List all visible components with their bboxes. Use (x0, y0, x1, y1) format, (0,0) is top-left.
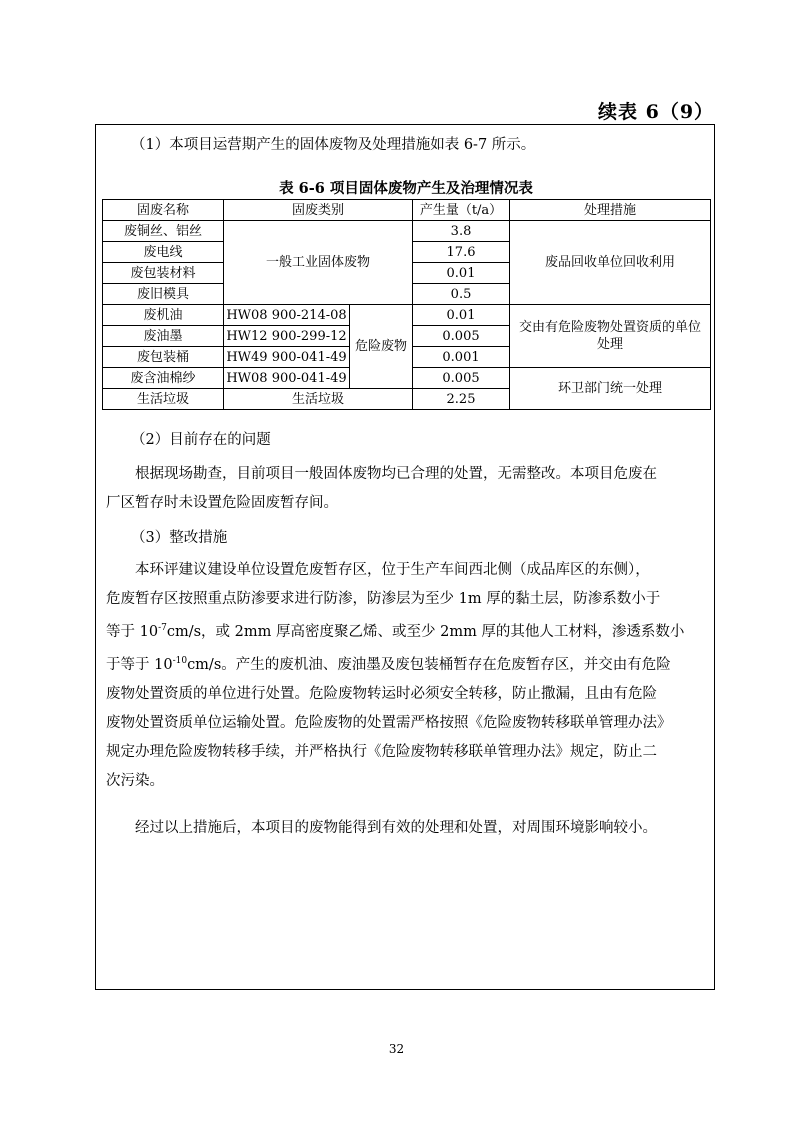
waste-code: HW08 900-214-08 (224, 305, 350, 326)
body-line (106, 614, 706, 647)
header-category: 固废类别 (224, 200, 413, 221)
table-row (103, 305, 711, 326)
body-line (106, 647, 706, 680)
body-line: 厂区暂存时未设置危险固废暂存间。 (106, 495, 338, 511)
section3-heading: （3）整改措施 (131, 530, 228, 546)
continued-table-title: 续表 6（9） (598, 101, 715, 123)
body-line: 危废暂存区按照重点防渗要求进行防渗，防渗层为至少 1m 厚的黏土层，防渗系数小于 (106, 591, 661, 607)
section2-heading: （2）目前存在的问题 (131, 432, 271, 448)
body-line: 废物处置资质单位运输处置。危险废物的处置需严格按照《危险废物转移联单管理办法》 (106, 714, 672, 731)
waste-name: 废油墨 (103, 326, 224, 347)
body-line: 经过以上措施后，本项目的废物能得到有效的处理和处置，对周围环境影响较小。 (135, 820, 657, 836)
header-measure: 处理措施 (510, 200, 711, 221)
general-category: 一般工业固体废物 (224, 221, 413, 305)
body-line: 根据现场勘查，目前项目一般固体废物均已合理的处置，无需整改。本项目危废在 (135, 466, 657, 482)
waste-name: 废铜丝、铝丝 (103, 221, 224, 242)
waste-amount: 3.8 (413, 221, 510, 242)
body-line: 本环评建议建设单位设置危废暂存区，位于生产车间西北侧（成品库区的东侧）， (135, 562, 650, 578)
exponent: -7 (158, 623, 167, 633)
waste-name: 废含油棉纱 (103, 368, 224, 389)
waste-amount: 0.01 (413, 305, 510, 326)
waste-name: 生活垃圾 (103, 389, 224, 410)
text-segment: 于等于 10 (106, 656, 173, 673)
waste-code: HW49 900-041-49 (224, 347, 350, 368)
section3-body (106, 556, 706, 796)
text-segment: cm/s，或 2mm 厚高密度聚乙烯、或至少 2mm 厚的其他人工材料，渗透系数小 (166, 623, 685, 640)
waste-name: 废电线 (103, 242, 224, 263)
text-segment: cm/s。产生的废机油、废油墨及废包装桶暂存在危废暂存区，并交由有危险 (187, 656, 671, 673)
body-line: 次污染。 (106, 772, 164, 789)
hazard-measure: 交由有危险废物处置资质的单位处理 (510, 305, 711, 368)
solid-waste-table (102, 199, 711, 410)
waste-amount: 0.5 (413, 284, 510, 305)
body-line: 废物处置资质的单位进行处置。危险废物转运时必须安全转移，防止撒漏，且由有危险 (106, 685, 657, 702)
page-number: 32 (388, 1042, 405, 1056)
body-line: 规定办理危险废物转移手续，并严格执行《危险废物转移联单管理办法》规定，防止二 (106, 743, 657, 760)
intro-text: （1）本项目运营期产生的固体废物及处理措施如表 6-7 所示。 (131, 137, 536, 153)
content-frame (95, 124, 715, 990)
sanitation-measure: 环卫部门统一处理 (510, 368, 711, 410)
conclusion (106, 814, 706, 843)
waste-code: HW12 900-299-12 (224, 326, 350, 347)
table-row (103, 221, 711, 242)
table-title: 表 6-6 项目固体废物产生及治理情况表 (279, 180, 533, 197)
waste-name: 废包装桶 (103, 347, 224, 368)
waste-amount: 0.001 (413, 347, 510, 368)
hazard-category: 危险废物 (350, 305, 413, 389)
exponent: -10 (172, 655, 188, 666)
waste-category: 生活垃圾 (224, 389, 413, 410)
waste-amount: 0.005 (413, 368, 510, 389)
waste-name: 废包装材料 (103, 263, 224, 284)
waste-amount: 2.25 (413, 389, 510, 410)
section2-body (106, 460, 706, 518)
waste-amount: 0.01 (413, 263, 510, 284)
waste-code: HW08 900-041-49 (224, 368, 350, 389)
waste-name: 废机油 (103, 305, 224, 326)
waste-amount: 0.005 (413, 326, 510, 347)
text-segment: 等于 10 (106, 623, 159, 640)
header-amount: 产生量（t/a） (413, 200, 510, 221)
waste-name: 废旧模具 (103, 284, 224, 305)
header-name: 固废名称 (103, 200, 224, 221)
table-header-row (103, 200, 711, 221)
waste-amount: 17.6 (413, 242, 510, 263)
general-measure: 废品回收单位回收利用 (510, 221, 711, 305)
